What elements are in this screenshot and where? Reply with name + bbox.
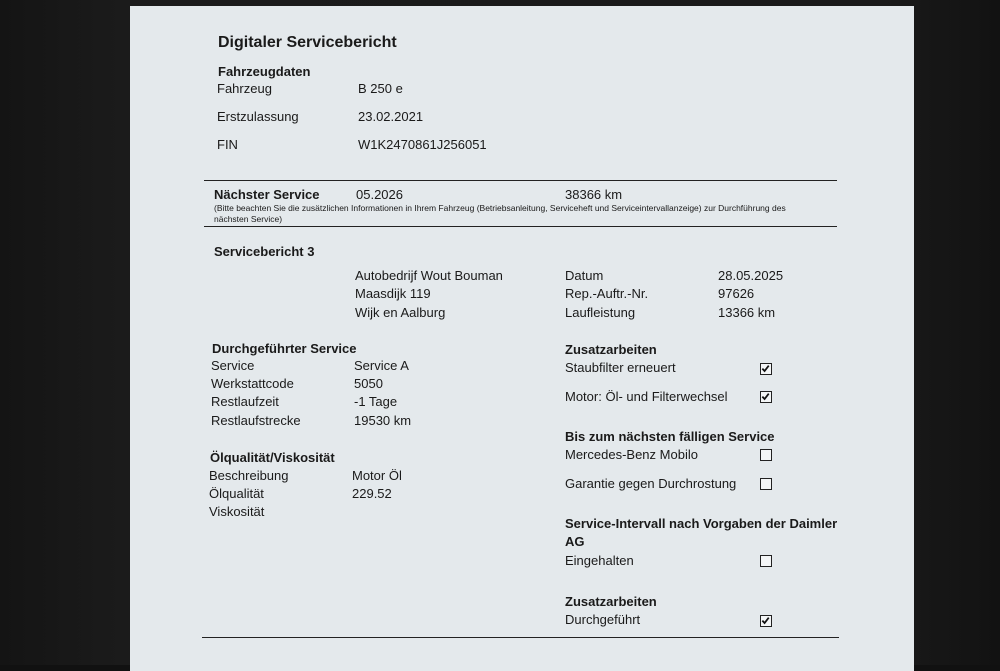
oil-description-value: Motor Öl <box>352 468 402 483</box>
interval-kept-label: Eingehalten <box>565 553 634 568</box>
dealer-street: Maasdijk 119 <box>355 286 431 301</box>
workshop-code-label: Werkstattcode <box>211 376 294 391</box>
divider-top <box>204 180 837 181</box>
remaining-time-label: Restlaufzeit <box>211 394 279 409</box>
divider-next-service <box>204 226 837 227</box>
checkmark-icon <box>761 616 770 625</box>
oil-quality-label: Ölqualität <box>209 486 264 501</box>
mobilo-checkbox[interactable] <box>760 449 772 461</box>
dust-filter-label: Staubfilter erneuert <box>565 360 676 375</box>
service-type-label: Service <box>211 358 255 373</box>
checkmark-icon <box>761 392 770 401</box>
oil-description-label: Beschreibung <box>209 468 289 483</box>
next-service-label: Nächster Service <box>214 187 320 202</box>
vin-value: W1K2470861J256051 <box>358 137 487 152</box>
workshop-code-value: 5050 <box>354 376 383 391</box>
dealer-city: Wijk en Aalburg <box>355 305 446 320</box>
dust-filter-checkbox[interactable] <box>760 363 772 375</box>
service-report-page <box>130 6 914 671</box>
next-service-km: 38366 km <box>565 187 623 202</box>
vehicle-data-heading: Fahrzeugdaten <box>218 64 311 79</box>
additional-work-heading: Zusatzarbeiten <box>565 342 657 357</box>
rust-warranty-label: Garantie gegen Durchrostung <box>565 476 737 491</box>
oil-quality-value: 229.52 <box>352 486 392 501</box>
oil-change-checkbox[interactable] <box>760 391 772 403</box>
vehicle-model-label: Fahrzeug <box>217 81 272 96</box>
service-interval-heading: Service-Intervall nach Vorgaben der Daimler <box>565 516 838 531</box>
vehicle-model-value: B 250 e <box>358 81 403 96</box>
performed-checkbox[interactable] <box>760 615 772 627</box>
service-interval-heading-line2: AG <box>565 534 585 549</box>
performed-service-heading: Durchgeführter Service <box>212 341 357 356</box>
additional-work-2-heading: Zusatzarbeiten <box>565 594 657 609</box>
interval-kept-checkbox[interactable] <box>760 555 772 567</box>
viscosity-label: Viskosität <box>209 504 265 519</box>
report-date-value: 28.05.2025 <box>718 268 784 283</box>
mileage-label: Laufleistung <box>565 305 636 320</box>
report-title: Digitaler Servicebericht <box>218 34 397 51</box>
service-type-value: Service A <box>354 358 409 373</box>
mobilo-label: Mercedes-Benz Mobilo <box>565 447 698 462</box>
order-number-value: 97626 <box>718 286 755 301</box>
registration-value: 23.02.2021 <box>358 109 424 124</box>
remaining-distance-label: Restlaufstrecke <box>211 413 301 428</box>
report-date-label: Datum <box>565 268 604 283</box>
checkmark-icon <box>761 364 770 373</box>
until-next-service-heading: Bis zum nächsten fälligen Service <box>565 429 775 444</box>
registration-label: Erstzulassung <box>217 109 299 124</box>
oil-change-label: Motor: Öl- und Filterwechsel <box>565 389 728 404</box>
vin-label: FIN <box>217 137 238 152</box>
remaining-time-value: -1 Tage <box>354 394 398 409</box>
dealer-name: Autobedrijf Wout Bouman <box>355 268 503 283</box>
remaining-distance-value: 19530 km <box>354 413 412 428</box>
oil-heading: Ölqualität/Viskosität <box>210 450 335 465</box>
next-service-date: 05.2026 <box>356 187 403 202</box>
service-report-heading: Servicebericht 3 <box>214 244 315 259</box>
divider-bottom <box>202 637 839 638</box>
order-number-label: Rep.-Auftr.-Nr. <box>565 286 649 301</box>
next-service-note: (Bitte beachten Sie die zusätzlichen Informationen in Ihrem Fahrzeug (Betriebsanleitung, Serviceheft und Serviceintervallanzeige) zur Durchführung des nächsten Service) <box>214 203 786 224</box>
performed-label: Durchgeführt <box>565 612 641 627</box>
rust-warranty-checkbox[interactable] <box>760 478 772 490</box>
mileage-value: 13366 km <box>718 305 776 320</box>
